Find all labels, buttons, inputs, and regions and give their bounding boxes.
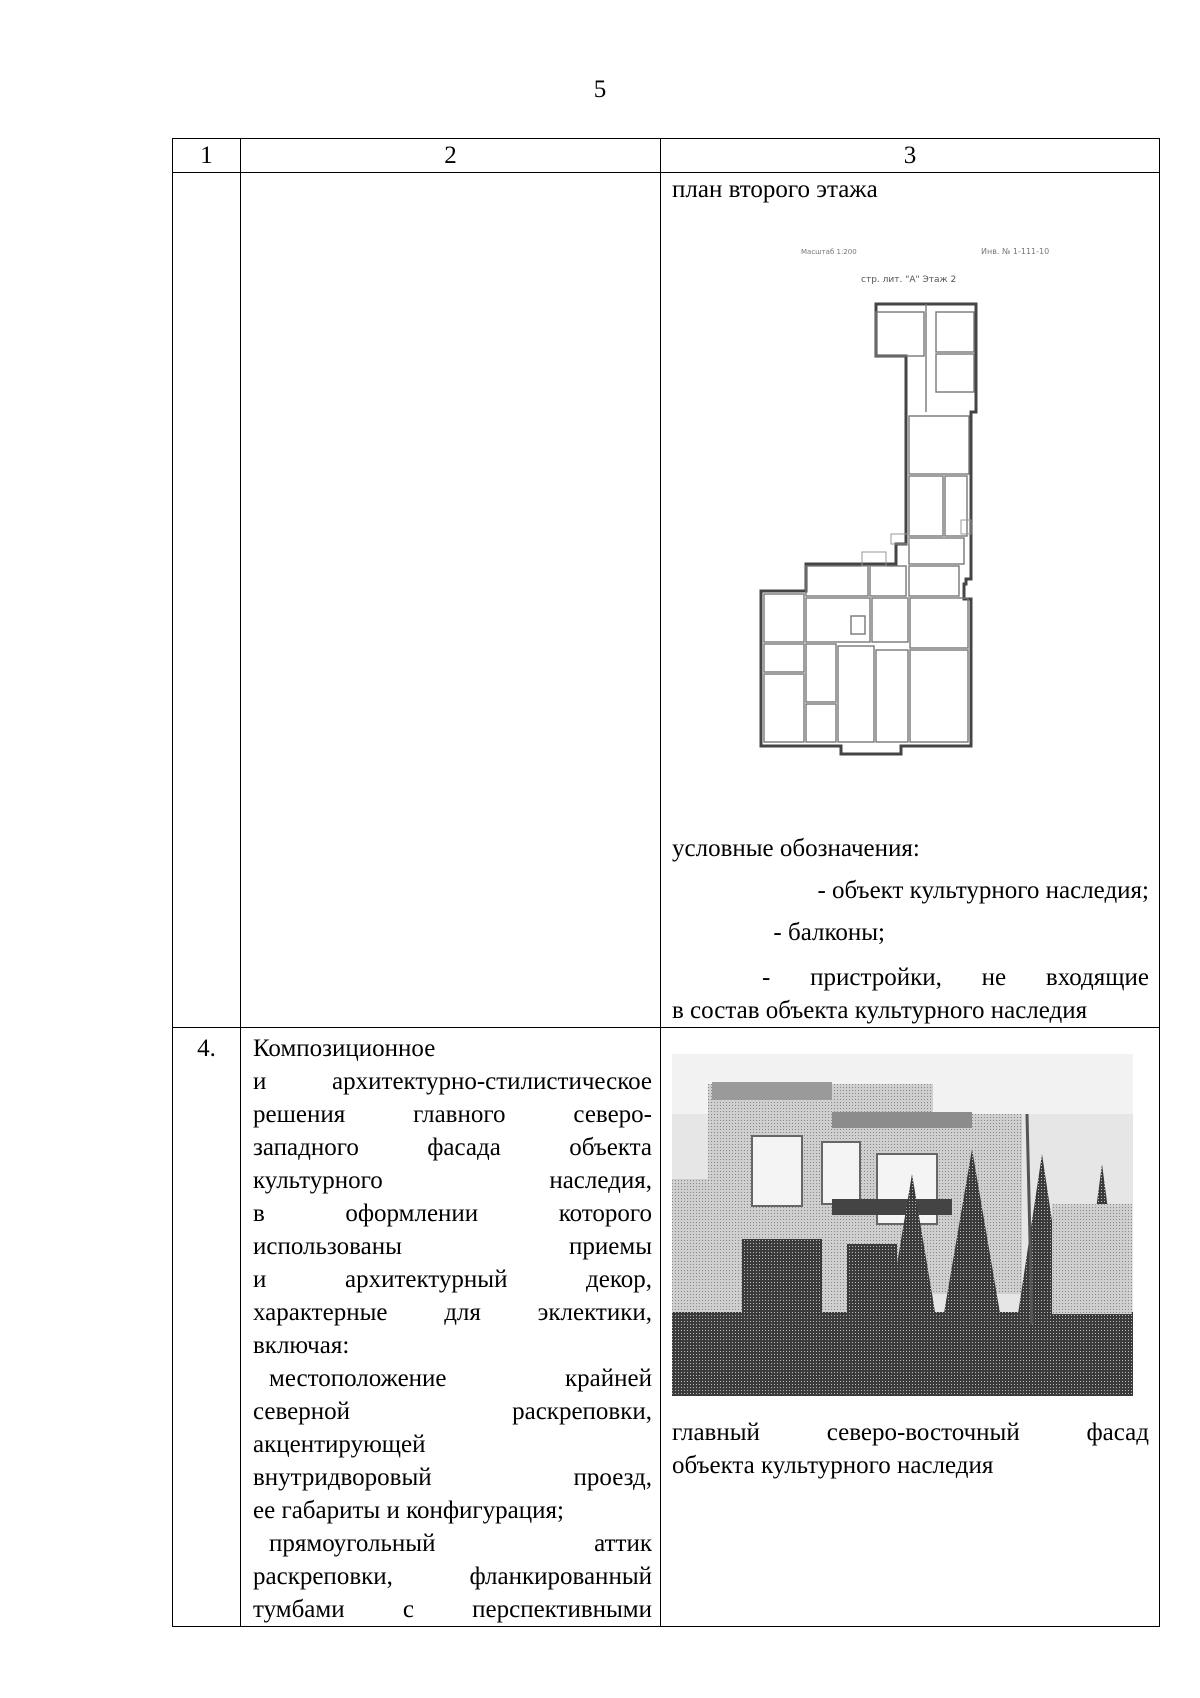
facade-photo (672, 1054, 1133, 1396)
description-line: характерные для эклектики, (253, 1299, 652, 1326)
description-line: в оформлении которого (253, 1200, 652, 1227)
row-plan-description (241, 173, 661, 1028)
photo-caption-line1: главный северо-восточный фасад (672, 1419, 1149, 1446)
header-col-2: 2 (241, 139, 661, 173)
row-plan-illustration (661, 173, 1160, 1028)
legend-title: условные обозначения: (672, 835, 920, 862)
plan-title-text: стр. лит. "А" Этаж 2 (861, 275, 957, 285)
heritage-table (172, 138, 1160, 1627)
description-line: тумбами с перспективными (253, 1596, 652, 1623)
description-line: северной раскреповки, (253, 1398, 652, 1425)
header-col-3: 3 (661, 139, 1160, 173)
description-line: западного фасада объекта (253, 1134, 652, 1161)
description-line: прямоугольный аттик (269, 1530, 652, 1557)
description-line: культурного наследия, (253, 1167, 652, 1194)
description-line: Композиционное (253, 1035, 436, 1062)
page-number: 5 (593, 76, 607, 103)
description-line: использованы приемы (253, 1233, 652, 1260)
description-line: и архитектурно-стилистическое (253, 1068, 652, 1095)
plan-caption: план второго этажа (672, 176, 878, 203)
plan-sheet-text: Инв. № 1-111-10 (981, 247, 1050, 256)
row-4-number: 4. (173, 1028, 241, 1627)
description-line: включая: (253, 1332, 350, 1359)
header-col-1: 1 (173, 139, 241, 173)
description-line: местоположение крайней (269, 1365, 652, 1392)
row-4-description (241, 1028, 661, 1627)
description-line: и архитектурный декор, (253, 1266, 652, 1293)
table-row-4 (173, 1028, 1160, 1627)
description-line: внутридворовый проезд, (253, 1464, 652, 1491)
legend-balconies: - балконы; (773, 919, 885, 946)
description-line: решения главного северо- (253, 1101, 652, 1128)
description-line: ее габариты и конфигурация; (253, 1497, 564, 1524)
legend-heritage-object: - объект культурного наследия; (817, 877, 1149, 904)
row-4-illustration (661, 1028, 1160, 1627)
photo-caption-line2: объекта культурного наследия (672, 1452, 994, 1479)
legend-annexes-line1: - пристройки, не входящие (762, 964, 1149, 991)
header-row (173, 139, 1160, 173)
row-plan-number (173, 173, 241, 1028)
floor-plan-image (756, 244, 1076, 784)
legend-annexes-line2: в состав объекта культурного наследия (672, 997, 1088, 1024)
description-line: акцентирующей (253, 1431, 426, 1458)
plan-scale-text: Масштаб 1:200 (801, 248, 857, 256)
description-line: раскреповки, фланкированный (253, 1563, 652, 1590)
table-row-plan (173, 173, 1160, 1028)
